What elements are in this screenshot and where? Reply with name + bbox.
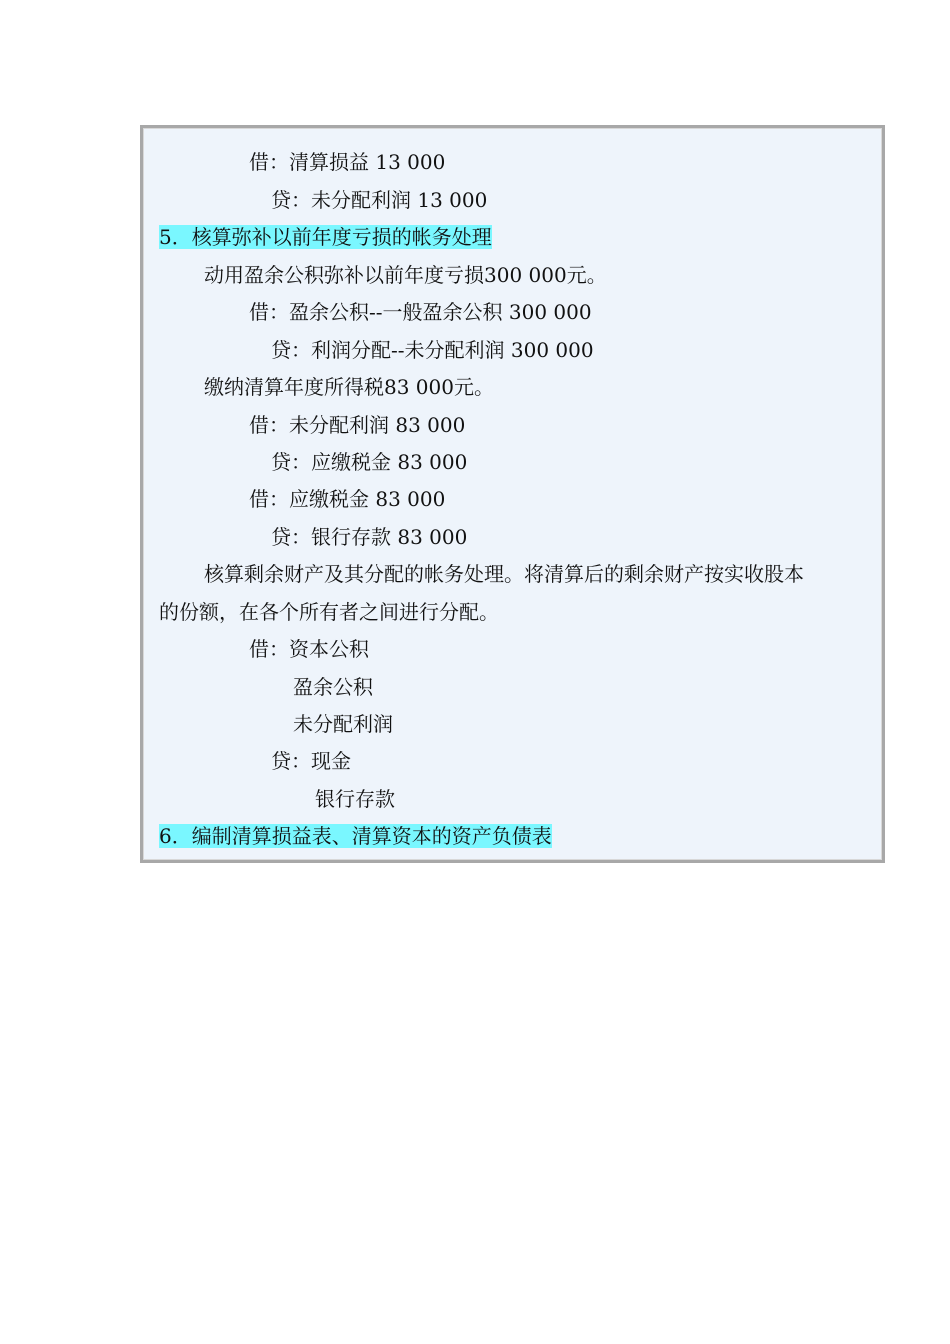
paragraph-line: 的份额，在各个所有者之间进行分配。: [159, 600, 499, 624]
journal-line: 借：未分配利润 83 000: [249, 413, 466, 437]
journal-line: 贷：应缴税金 83 000: [271, 450, 468, 474]
journal-line: 借：清算损益 13 000: [249, 150, 446, 174]
journal-line: 未分配利润: [293, 712, 393, 736]
paragraph-line: 缴纳清算年度所得税83 000元。: [204, 375, 494, 399]
journal-line: 贷：银行存款 83 000: [271, 525, 468, 549]
section-heading-6-text: 6．编制清算损益表、清算资本的资产负债表: [159, 824, 552, 848]
journal-line: 借：资本公积: [249, 637, 369, 661]
journal-line: 贷：未分配利润 13 000: [271, 188, 488, 212]
journal-line: 借：盈余公积--一般盈余公积 300 000: [249, 300, 592, 324]
paragraph-line: 核算剩余财产及其分配的帐务处理。将清算后的剩余财产按实收股本: [204, 562, 804, 586]
journal-line: 借：应缴税金 83 000: [249, 487, 446, 511]
section-heading-6: [159, 822, 552, 850]
journal-line: 盈余公积: [293, 675, 373, 699]
paragraph-line: 动用盈余公积弥补以前年度亏损300 000元。: [204, 263, 607, 287]
content-box: [140, 125, 885, 863]
section-heading-5-text: 5．核算弥补以前年度亏损的帐务处理: [159, 225, 492, 249]
journal-line: 贷：利润分配--未分配利润 300 000: [271, 338, 594, 362]
journal-line: 贷：现金: [271, 749, 351, 773]
journal-line: 银行存款: [315, 787, 395, 811]
section-heading-5: [159, 223, 492, 251]
